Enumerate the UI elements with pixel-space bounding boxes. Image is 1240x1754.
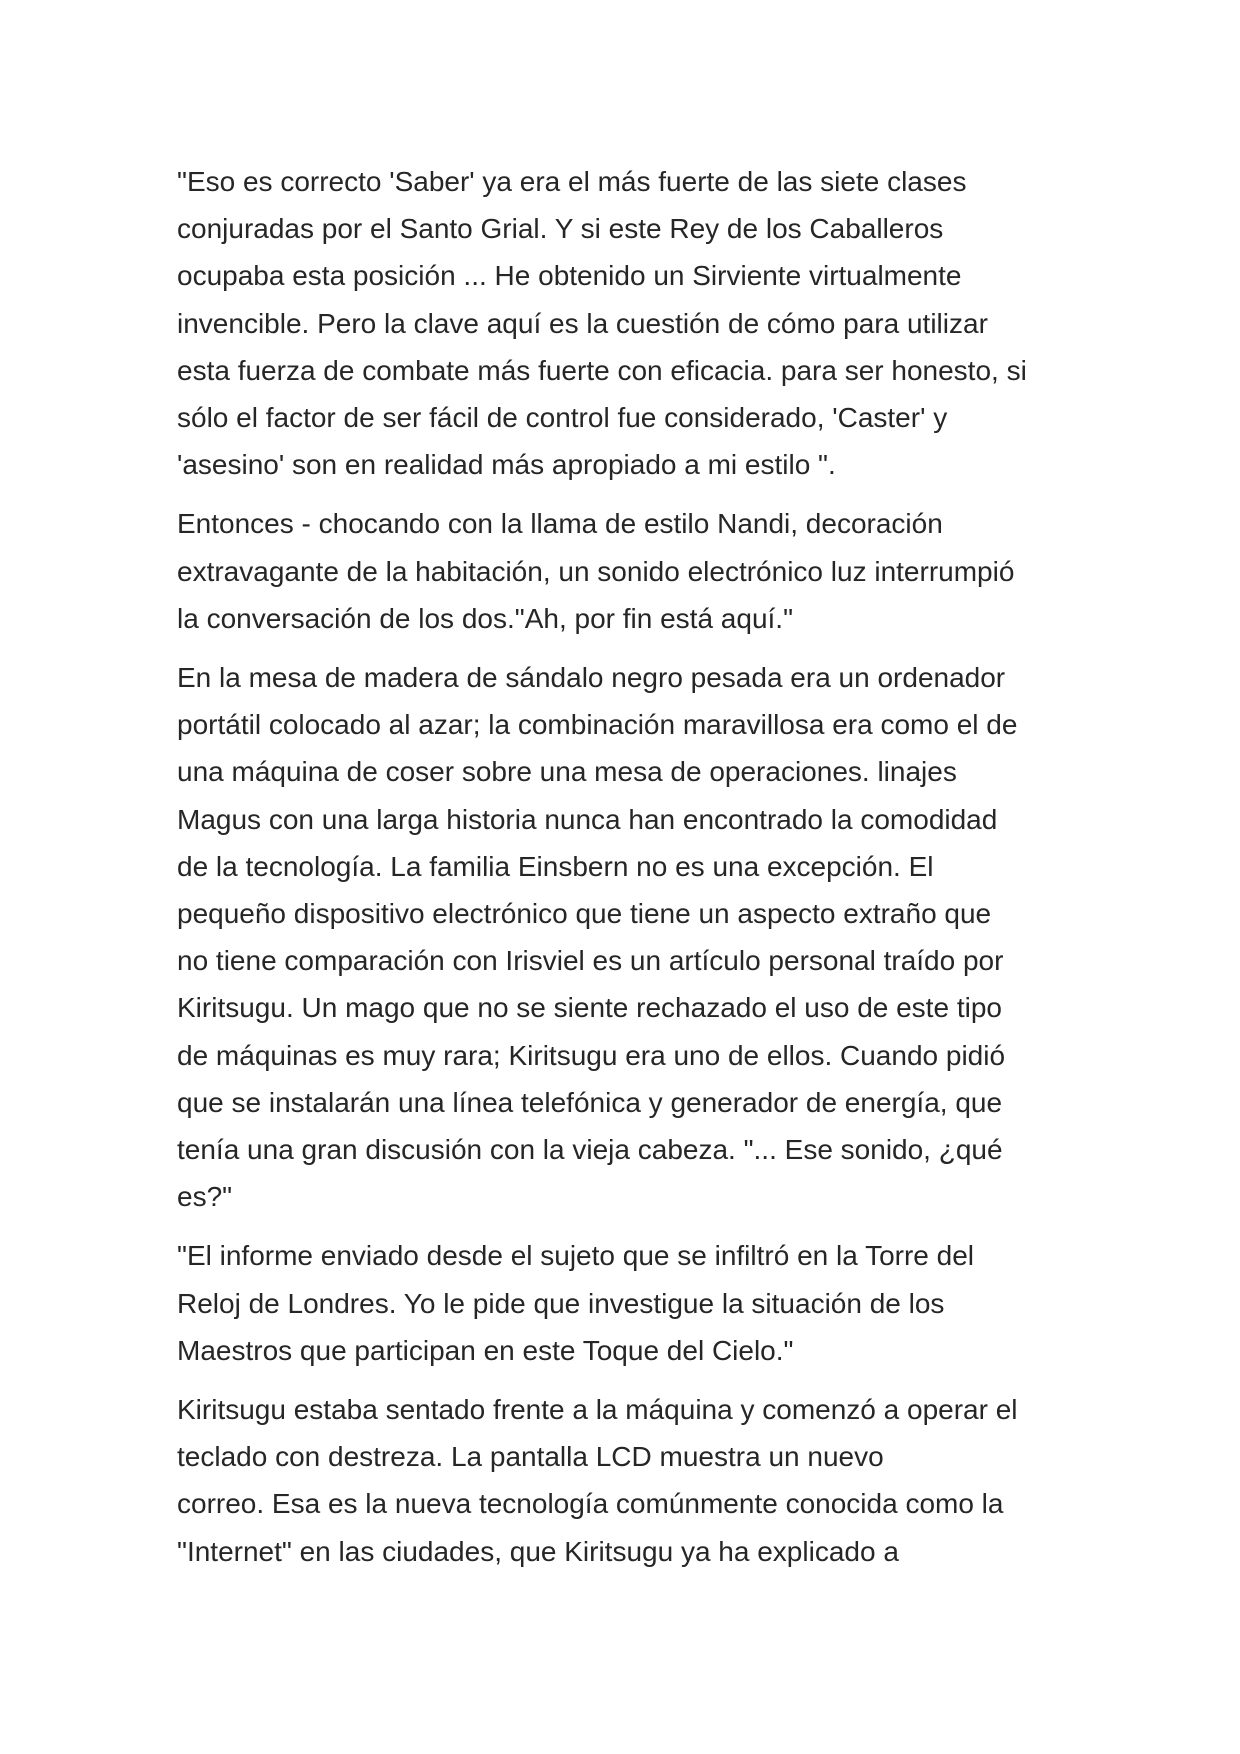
- text-line: "El informe enviado desde el sujeto que se infiltró en la Torre del: [177, 1240, 975, 1272]
- text-line: En la mesa de madera de sándalo negro pesada era un ordenador: [177, 662, 1006, 694]
- text-line: "Internet" en las ciudades, que Kiritsugu ya ha explicado a: [177, 1535, 899, 1567]
- text-line: Reloj de Londres. Yo le pide que investigue la situación de los: [177, 1287, 945, 1319]
- text-line: invencible. Pero la clave aquí es la cuestión de cómo para utilizar: [177, 307, 988, 339]
- text-line: correo. Esa es la nueva tecnología comúnmente conocida como la: [177, 1488, 1004, 1520]
- text-line: extravagante de la habitación, un sonido electrónico luz interrumpió: [177, 555, 1015, 587]
- text-line: es?": [177, 1181, 233, 1213]
- paragraph-2: [177, 500, 1077, 642]
- text-line: esta fuerza de combate más fuerte con eficacia. para ser honesto, si: [177, 354, 1027, 386]
- text-line: Maestros que participan en este Toque del Cielo.": [177, 1334, 794, 1366]
- text-line: de la tecnología. La familia Einsbern no es una excepción. El: [177, 850, 934, 882]
- text-line: no tiene comparación con Irisviel es un artículo personal traído por: [177, 945, 1004, 977]
- text-line: sólo el factor de ser fácil de control fue considerado, 'Caster' y: [177, 402, 948, 434]
- text-line: la conversación de los dos."Ah, por fin está aquí.": [177, 602, 794, 634]
- body-text: [177, 158, 1077, 1587]
- text-line: Kiritsugu. Un mago que no se siente rechazado el uso de este tipo: [177, 992, 1002, 1024]
- text-line: Entonces - chocando con la llama de estilo Nandi, decoración: [177, 508, 943, 540]
- text-line: de máquinas es muy rara; Kiritsugu era uno de ellos. Cuando pidió: [177, 1039, 1006, 1071]
- text-line: Magus con una larga historia nunca han encontrado la comodidad: [177, 803, 998, 835]
- text-line: Kiritsugu estaba sentado frente a la máquina y comenzó a operar el: [177, 1394, 1018, 1426]
- text-line: 'asesino' son en realidad más apropiado a mi estilo ".: [177, 449, 836, 481]
- text-line: que se instalarán una línea telefónica y generador de energía, que: [177, 1086, 1003, 1118]
- text-line: "Eso es correcto 'Saber' ya era el más fuerte de las siete clases: [177, 166, 967, 197]
- paragraph-1: [177, 158, 1077, 488]
- paragraph-4: [177, 1232, 1077, 1374]
- text-line: portátil colocado al azar; la combinación maravillosa era como el de: [177, 709, 1018, 741]
- text-line: tenía una gran discusión con la vieja cabeza. "... Ese sonido, ¿qué: [177, 1134, 1003, 1166]
- paragraph-3: [177, 654, 1077, 1220]
- text-line: conjuradas por el Santo Grial. Y si este Rey de los Caballeros: [177, 213, 944, 245]
- paragraph-5: [177, 1386, 1077, 1575]
- text-line: pequeño dispositivo electrónico que tiene un aspecto extraño que: [177, 898, 992, 930]
- text-line: una máquina de coser sobre una mesa de operaciones. linajes: [177, 756, 957, 788]
- text-line: teclado con destreza. La pantalla LCD muestra un nuevo: [177, 1441, 884, 1473]
- text-line: ocupaba esta posición ... He obtenido un Sirviente virtualmente: [177, 260, 962, 292]
